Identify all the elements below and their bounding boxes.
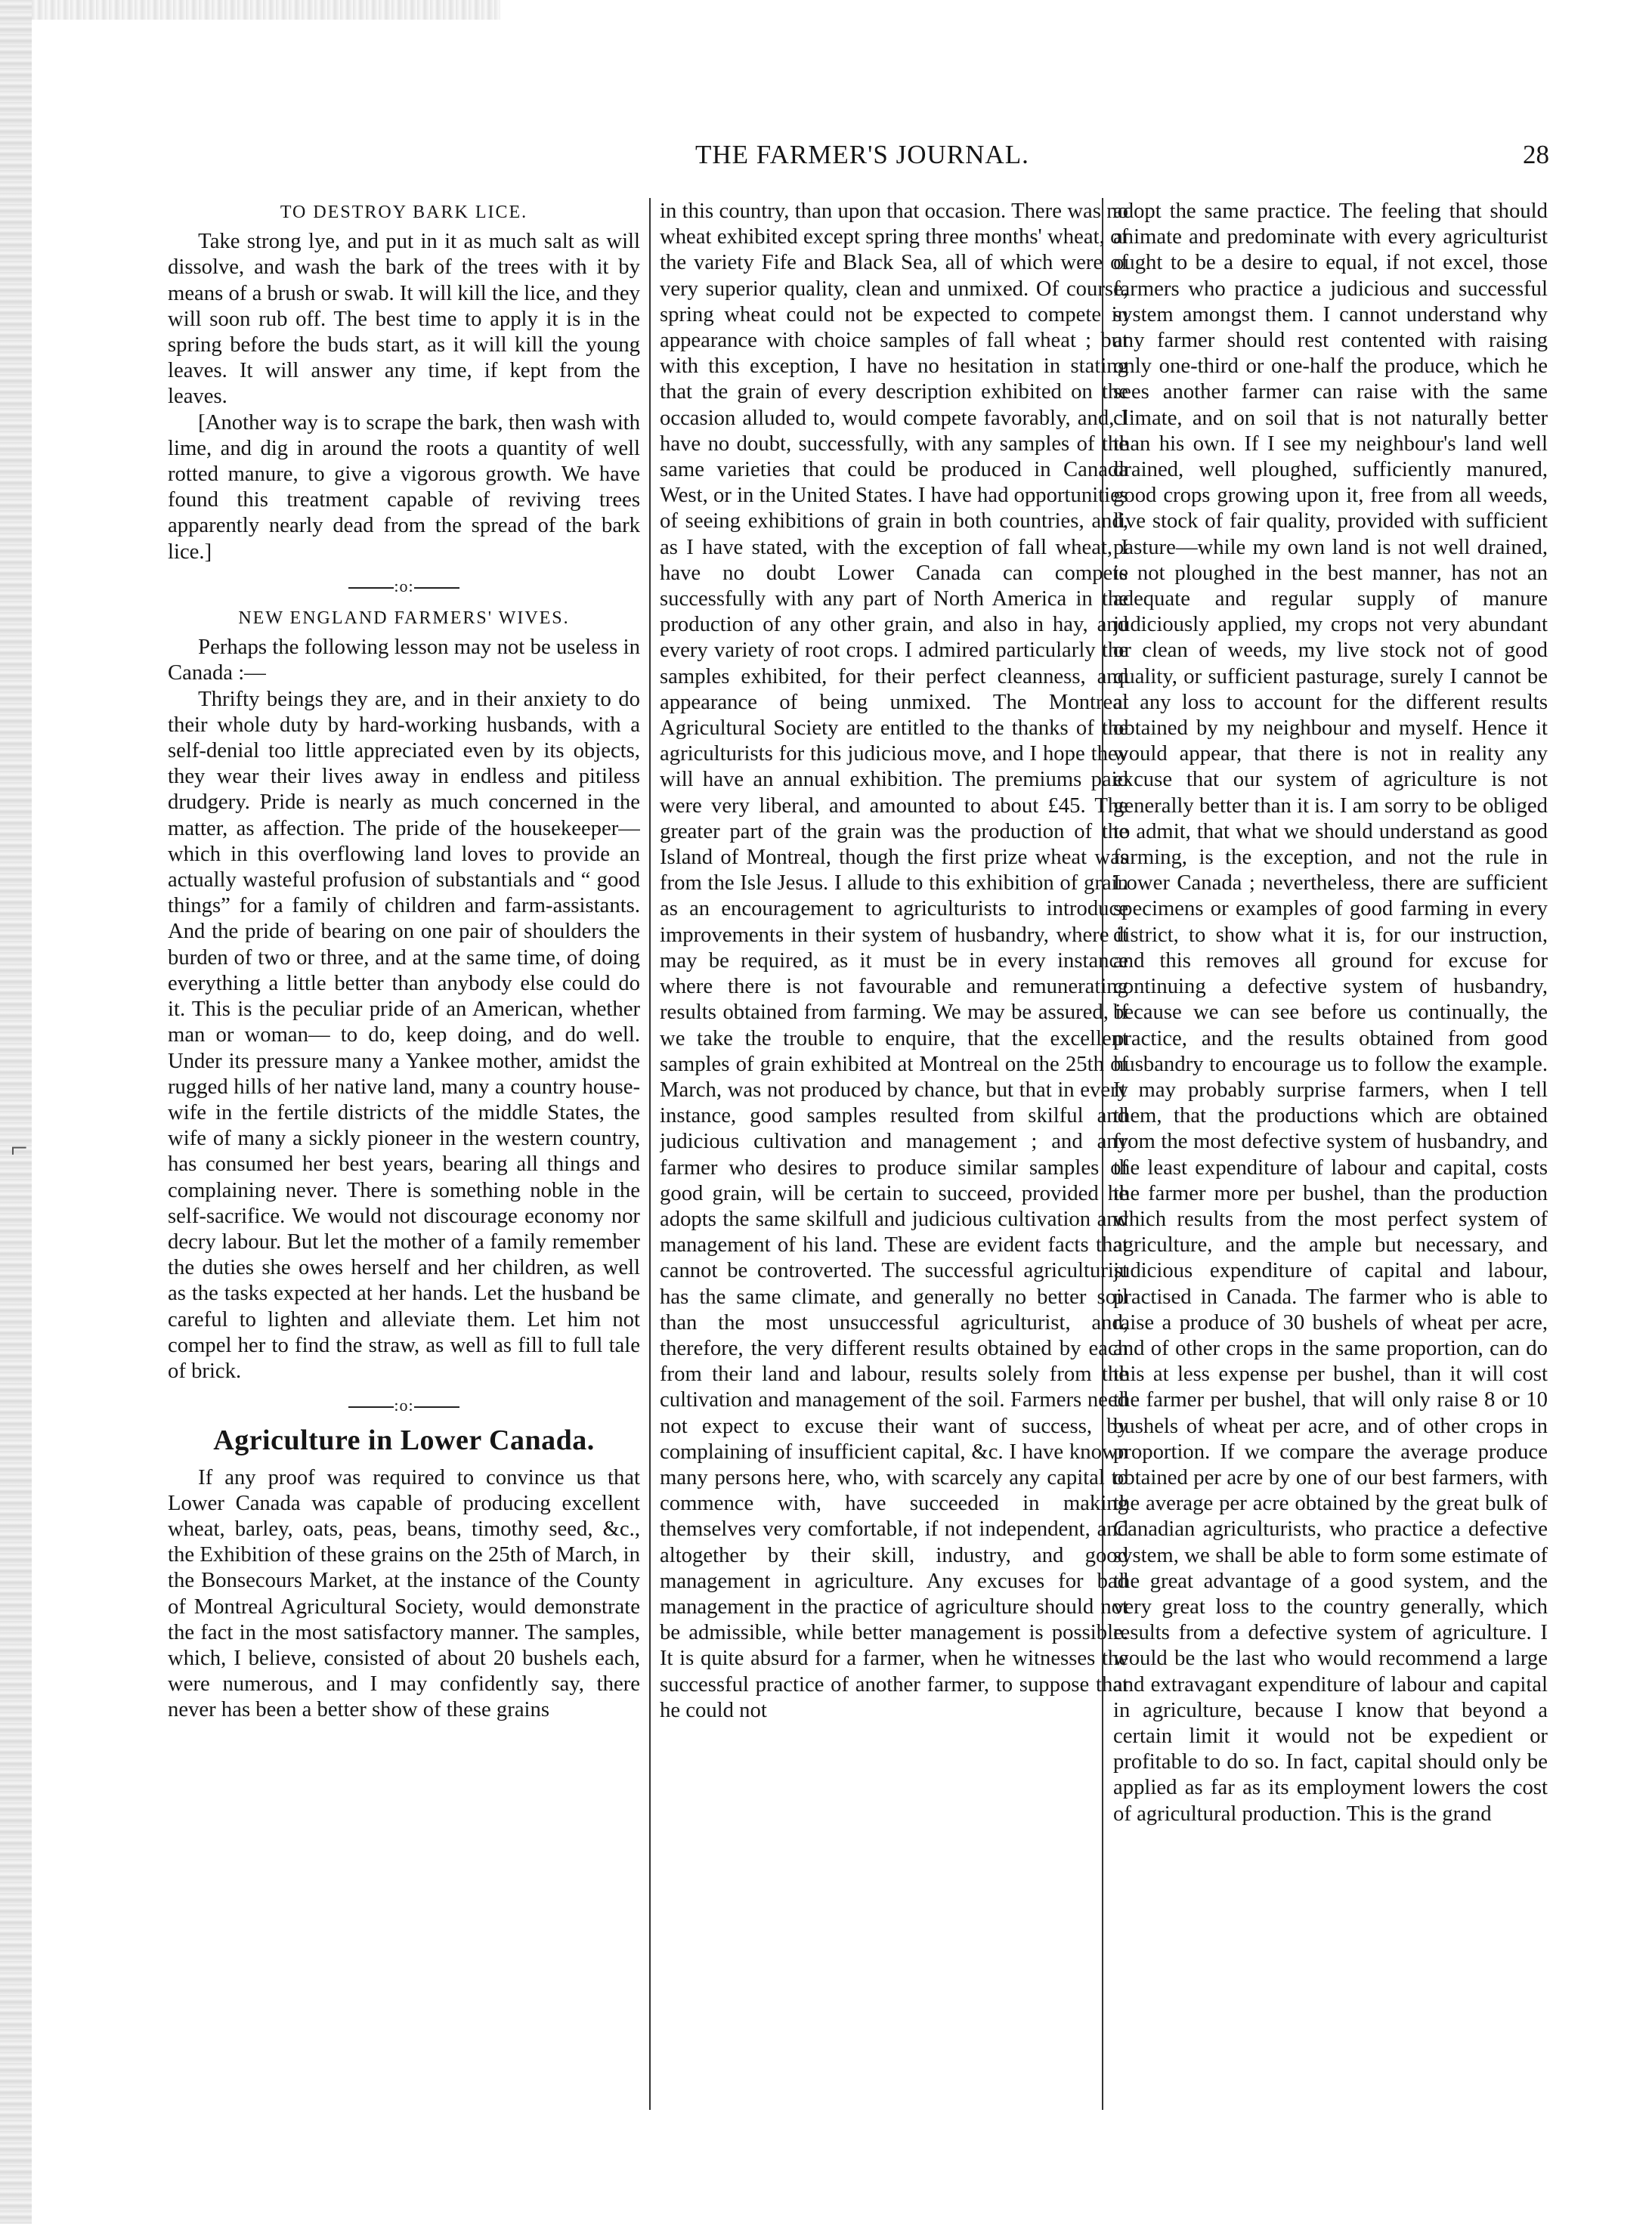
divider-bar [348,1406,394,1408]
divider-bar [348,587,394,589]
paragraph: Take strong lye, and put in it as much salt as will dissolve, and wash the bark of the trees with it by means of a brush or swab. It will kill the lice, and they will soon rub off. The best time to apply it is in the spring before the buds start, as it will kill the young leaves. It will answer any time, if kept from the leaves. [168,229,640,409]
running-title: THE FARMER'S JOURNAL. [695,140,1029,169]
scan-top-artifact [32,0,500,20]
article-heading-bark-lice: TO DESTROY BARK LICE. [280,203,528,222]
column-rule-1 [649,198,651,2110]
article-heading-agriculture: Agriculture in Lower Canada. [213,1424,595,1457]
article-heading-farmers-wives: NEW ENGLAND FARMERS' WIVES. [238,608,570,629]
margin-mark: ⌐ [11,1131,28,1165]
section-divider [168,1393,640,1418]
section-divider [168,574,640,599]
page-header [642,140,1564,185]
paragraph: Perhaps the following lesson may not be useless in Canada :— [168,635,640,685]
scan-edge-artifact [0,0,32,2224]
paragraph: If any proof was required to convince us that Lower Canada was capable of producing excellent wheat, barley, oats, peas, beans, timothy seed, &c., the Exhibition of these grains on the 25th of March, in the Bonsecours Market, at the instance of the County of Montreal Agricultural Society, would demonstrate the fact in the most satisfactory manner. The samples, which, I believe, consisted of about 20 bushels each, were numerous, and I may confidently say, there never has been a better show of these grains [168,1465,640,1722]
column-3 [1113,198,1548,2110]
divider-mark: :o: [394,576,414,595]
divider-bar [414,587,459,589]
divider-mark: :o: [394,1396,414,1415]
paragraph: adopt the same practice. The feeling that should animate and predominate with every agriculturist ought to be a desire to equal, if not excel, those farmers who practice a judicious and successful system amongst them. I cannot understand why any farmer should rest contented with raising only one-third or one-half the produce, which he sees another farmer can raise with the same climate, and on soil that is not naturally better than his own. If I see my neighbour's land well drained, well ploughed, sufficiently manured, good crops growing upon it, free from all weeds, live stock of fair quality, provided with sufficient pasture—while my own land is not well drained, is not ploughed in the best manner, has not an adequate and regular supply of manure judiciously applied, my crops not very abundant or clean of weeds, my live stock not of good quality, or sufficient pasturage, surely I cannot be at any loss to account for the different results obtained by my neighbour and myself. Hence it would appear, that there is not in reality any excuse that our system of agriculture is not generally better than it is. I am sorry to be obliged to admit, that what we should understand as good farming, is the exception, and not the rule in Lower Canada ; nevertheless, there are sufficient specimens or examples of good farming in every district, to show what it is, for our instruction, and this removes all ground for excuse for continuing a defective system of husbandry, because we can see before us continually, the practice, and the results obtained from good husbandry to encourage us to follow the example. It may probably surprise farmers, when I tell them, that the productions which are obtained from the most defective system of husbandry, and the least expenditure of labour and capital, costs the farmer more per bushel, than the production which results from the most perfect system of agriculture, and the ample but necessary, and judicious expenditure of capital and labour, practised in Canada. The farmer who is able to raise a produce of 30 bushels of wheat per acre, and of other crops in the same proportion, can do this at less expense per bushel, than it will cost the farmer per bushel, that will only raise 8 or 10 bushels of wheat per acre, and of other crops in proportion. If we compare the average produce obtained per acre by one of our best farmers, with the average per acre obtained by the great bulk of Canadian agriculturists, who practice a defective system, we shall be able to form some estimate of the great advantage of a good system, and the very great loss to the country generally, which results from a defective system of agriculture. I would be the last who would recommend a large and extravagant expenditure of labour and capital in agriculture, because I know that beyond a certain limit it would not be expedient or profitable to do so. In fact, capital should only be applied as far as its employment lowers the cost of agricultural production. This is the grand [1113,199,1548,1826]
paragraph: in this country, than upon that occasion. There was no wheat exhibited except spring three months' wheat, of the variety Fife and Black Sea, all of which were of very superior quality, clean and unmixed. Of course, spring wheat could not be expected to compete in appearance with choice samples of fall wheat ; but with this exception, I have no hesitation in stating that the grain of every description exhibited on the occasion alluded to, would compete favorably, and, I have no doubt, successfully, with any samples of the same varieties that could be produced in Canada West, or in the United States. I have had opportunities of seeing exhibitions of grain in both countries, and, as I have stated, with the exception of fall wheat, I have no doubt Lower Canada can compete successfully with any part of North America in the production of any other grain, and also in hay, and every variety of root crops. I admired particularly the samples exhibited, for their perfect cleanness, and appearance of being unmixed. The Montreal Agricultural Society are entitled to the thanks of the agriculturists for this judicious move, and I hope they will have an annual exhibition. The premiums paid were very liberal, and amounted to about £45. The greater part of the grain was the production of the Island of Montreal, though the first prize wheat was from the Isle Jesus. I allude to this exhibition of grain as an encouragement to agriculturists to introduce improvements in their system of husbandry, where it may be required, as it must be in every instance where there is not favourable and remunerating results obtained from farming. We may be assured, if we take the trouble to enquire, that the excellent samples of grain exhibited at Montreal on the 25th of March, was not produced by chance, but that in every instance, good samples resulted from skilful and judicious cultivation and management ; and any farmer who desires to produce similar samples of good grain, will be certain to succeed, provided he adopts the same skilfull and judicious cultivation and management of his land. These are evident facts that cannot be controverted. The successful agriculturist has the same climate, and generally no better soil than the most unsuccessful agriculturist, and, therefore, the very different results obtained by each from their land and labour, results solely from the cultivation and management of the soil. Farmers need not expect to excuse their want of success, by complaining of insufficient capital, &c. I have known many persons here, who, with scarcely any capital to commence with, have succeeded in making themselves very comfortable, if not independent, and altogether by their skill, industry, and good management in agriculture. Any excuses for bad management in the practice of agriculture should not be admissible, while better management is possible. It is quite absurd for a farmer, when he witnesses the successful practice of another farmer, to suppose that he could not [660,199,1128,1722]
paragraph: Thrifty beings they are, and in their anxiety to do their whole duty by hard-working husbands, with a self-denial too little appreciated even by its objects, they wear their lives away in endless and pitiless drudgery. Pride is nearly as much concerned in the matter, as affection. The pride of the housekeeper—which in this overflowing land loves to provide an actually wasteful profusion of substantials and “ good things” for a family of children and farm-assistants. And the pride of bearing on one pair of shoulders the burden of two or three, and at the same time, of doing everything a little better than anybody else could do it. This is the peculiar pride of an American, whether man or woman— to do, keep doing, and do well. Under its pressure many a Yankee mother, amidst the rugged hills of her native land, many a country house-wife in the fertile districts of the middle States, the wife of many a sickly pioneer in the western country, has consumed her best years, bearing all things and complaining never. There is something noble in the self-sacrifice. We would not discourage economy nor decry labour. But let the mother of a family remember the duties she owes herself and her children, as well as the tasks expected at her hands. Let the husband be careful to lighten and alleviate them. Let him not compel her to find the straw, as well as fill to full tale of brick. [168,686,640,1383]
divider-bar [414,1406,459,1408]
page-number: 28 [1523,140,1549,169]
column-2 [660,198,1128,2110]
paragraph: [Another way is to scrape the bark, then wash with lime, and dig in around the roots a quantity of well rotted manure, to give a vigorous growth. We have found this treatment capable of reviving trees apparently nearly dead from the spread of the bark lice.] [168,410,640,564]
column-1 [168,198,640,2110]
